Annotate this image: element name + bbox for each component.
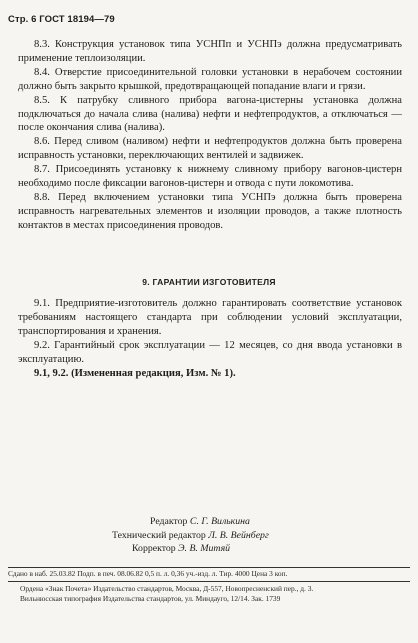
credit-tech-label: Технический редактор: [112, 529, 206, 541]
credits-block: [0, 515, 418, 556]
credit-editor-label: Редактор: [150, 516, 188, 527]
section-9-text: [18, 297, 402, 380]
paragraph-9-1: 9.1. Предприятие-изготовитель должно гарантировать соответствие установок требованиям настоящего стандарта при соблюдении условий эксплуатации, транспортирования и хранения.: [18, 298, 402, 337]
credit-proof-name: Э. В. Митяй: [178, 543, 231, 555]
paragraph-8-6: 8.6. Перед сливом (наливом) нефти и нефтепродуктов должна быть проверена исправность установки, переключающих вентилей и задвижек.: [18, 136, 402, 162]
publisher-line-1: Ордена «Знак Почета» Издательство стандартов, Москва, Д-557, Новопресненский пер., д. 3.: [20, 584, 314, 593]
credit-tech-name: Л. В. Вейнберг: [208, 529, 269, 541]
paragraph-8-8: 8.8. Перед включением установки типа УСНПэ должна быть проверена исправность нагревательных элементов и изоляции проводов, а также плотность контактов в местах присоединения проводов.: [18, 191, 402, 231]
credit-editor: [0, 515, 418, 529]
paragraph-8-4: 8.4. Отверстие присоединительной головки установки в нерабочем состоянии должно быть закрыто крышкой, предотвращающей попадание влаги и грязи.: [18, 66, 402, 92]
page-header: Стр. 6 ГОСТ 18194—79: [8, 14, 115, 25]
section-9-title: 9. ГАРАНТИИ ИЗГОТОВИТЕЛЯ: [142, 277, 276, 287]
paragraph-9-2: 9.2. Гарантийный срок эксплуатации — 12 месяцев, со дня ввода установки в эксплуатацию.: [18, 339, 402, 365]
paragraph-8-7: 8.7. Присоединять установку к нижнему сливному прибору вагонов-цистерн необходимо после фиксации вагонов-цистерн и отвода с пути локомотива.: [18, 164, 402, 190]
section-8-text: [18, 38, 402, 233]
imprint-bottom-rule: [8, 581, 410, 582]
credit-editor-name: С. Г. Вилькина: [189, 516, 250, 527]
publisher-block: [20, 584, 412, 604]
imprint-line: Сдано в наб. 25.03.82 Подп. в печ. 08.06.82 0,5 п. л. 0,36 уч.-изд. л. Тир. 4000 Цена 3 коп.: [8, 569, 288, 578]
paragraph-8-3: 8.3. Конструкция установок типа УСНПп и УСНПэ должна предусматривать применение теплоизоляции.: [18, 39, 402, 64]
paragraph-8-5: 8.5. К патрубку сливного прибора вагона-цистерны установка должна подключаться до начала слива (налива) нефти и нефтепродуктов, а отключаться — после окончания слива (налива).: [18, 94, 402, 134]
credit-proof-label: Корректор: [132, 543, 176, 555]
paragraph-amendment: 9.1, 9.2. (Измененная редакция, Изм. № 1).: [34, 367, 236, 379]
credit-tech-editor: [0, 529, 418, 543]
credit-proofreader: [0, 542, 418, 556]
publisher-line-2: Вильнюсская типография Издательства стандартов, ул. Миндауго, 12/14. Зак. 1739: [20, 594, 281, 603]
imprint-top-rule: [8, 567, 410, 568]
